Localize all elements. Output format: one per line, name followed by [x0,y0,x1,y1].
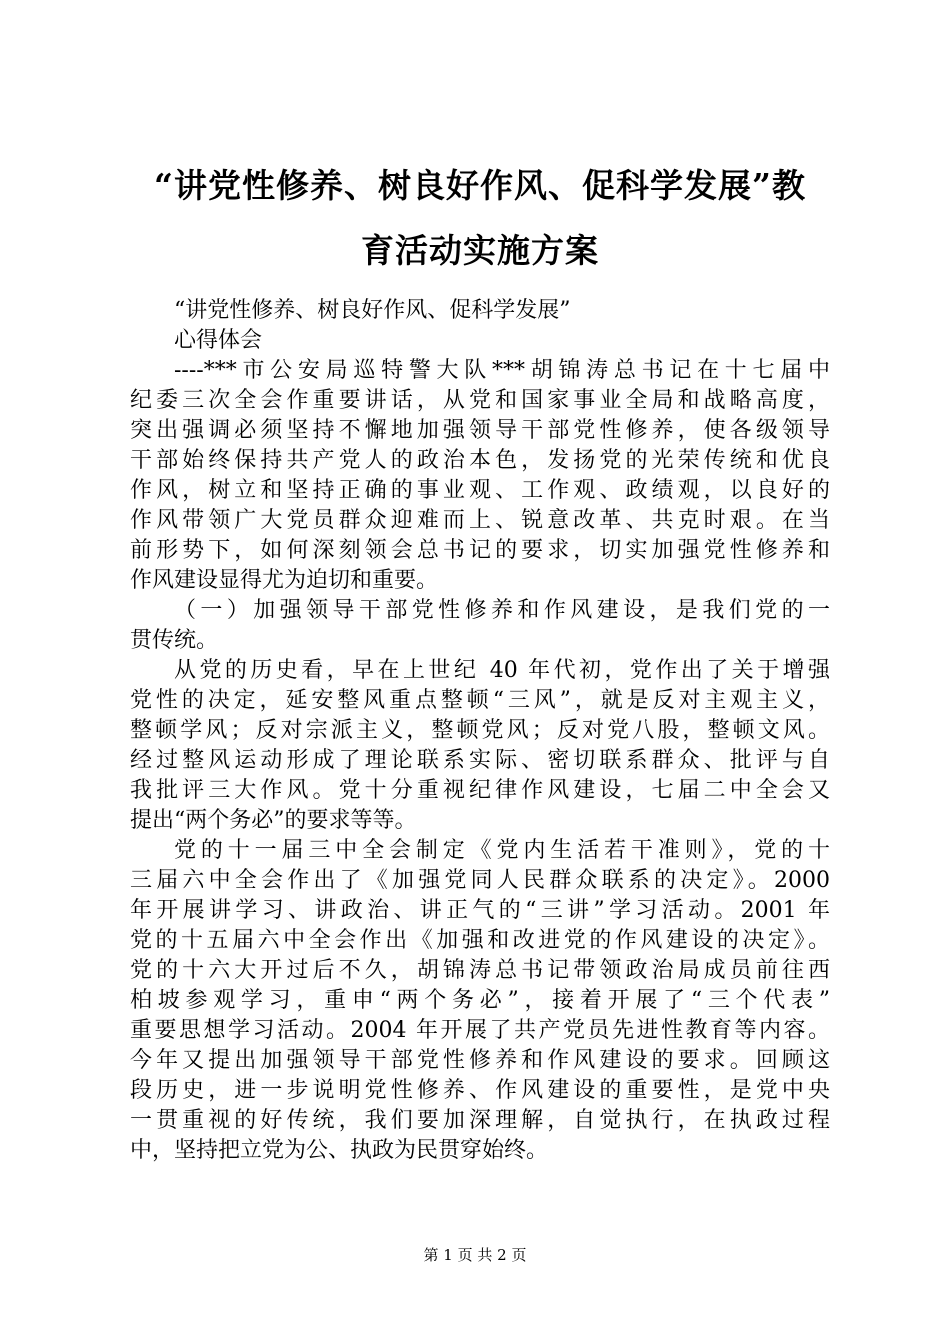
document-title-line-1: “讲党性修养、树良好作风、促科学发展”教 [154,166,806,205]
text-line: 我批评三大作风。党十分重视纪律作风建设，七届二中全会又 [130,778,830,803]
text-line: ----***市公安局巡特警大队***胡锦涛总书记在十七届中 [174,358,830,383]
paragraph-intro [130,356,830,596]
text-line: 作风建设显得尤为迫切和重要。 [130,568,439,593]
text-line: 作风，树立和坚持正确的事业观、工作观、政绩观，以良好的 [130,478,830,503]
document-body [130,296,830,1166]
text-line: 贯传统。 [130,628,219,653]
text-line: 今年又提出加强领导干部党性修养和作风建设的要求。回顾这 [130,1048,830,1073]
text-line: 段历史，进一步说明党性修养、作风建设的重要性，是党中央 [130,1078,830,1103]
text-line: 年开展讲学习、讲政治、讲正气的“三讲”学习活动。2001 年 [130,898,830,923]
text-line: 纪委三次全会作重要讲话，从党和国家事业全局和战略高度， [130,388,830,413]
text-line: 柏坡参观学习，重申“两个务必”，接着开展了“三个代表” [130,988,830,1013]
text-line: 提出“两个务必”的要求等等。 [130,808,417,833]
text-line: 党的十五届六中全会作出《加强和改进党的作风建设的决定》。 [130,928,830,953]
text-line: 三届六中全会作出了《加强党同人民群众联系的决定》。2000 [130,868,830,893]
text-line: 突出强调必须坚持不懈地加强领导干部党性修养，使各级领导 [130,418,830,443]
paragraph-history [130,656,830,836]
text-line: “讲党性修养、树良好作风、促科学发展” [174,298,571,323]
text-line: 党的十一届三中全会制定《党内生活若干准则》，党的十 [174,838,830,863]
paragraph-milestones [130,836,830,1166]
page-footer: 第 1 页 共 2 页 [423,1246,527,1264]
text-line: 作风带领广大党员群众迎难而上、锐意改革、共克时艰。在当 [130,508,830,533]
text-line: 经过整风运动形成了理论联系实际、密切联系群众、批评与自 [130,748,830,773]
text-line: 前形势下，如何深刻领会总书记的要求，切实加强党性修养和 [130,538,830,563]
paragraph-section-1-heading [130,596,830,656]
text-line: 党性的决定，延安整风重点整顿“三风”，就是反对主观主义， [130,688,830,713]
paragraph-subtitle [130,296,830,326]
text-line: 一贯重视的好传统，我们要加深理解，自觉执行，在执政过程 [130,1108,830,1133]
paragraph-heading [130,326,830,356]
text-line: （一）加强领导干部党性修养和作风建设，是我们党的一 [174,598,830,623]
text-line: 干部始终保持共产党人的政治本色，发扬党的光荣传统和优良 [130,448,830,473]
text-line: 从党的历史看，早在上世纪 40 年代初，党作出了关于增强 [174,658,830,683]
text-line: 整顿学风；反对宗派主义，整顿党风；反对党八股，整顿文风。 [130,718,830,743]
text-line: 中，坚持把立党为公、执政为民贯穿始终。 [130,1138,549,1163]
document-title-line-2: 育活动实施方案 [361,231,599,270]
text-line: 党的十六大开过后不久，胡锦涛总书记带领政治局成员前往西 [130,958,830,983]
text-line: 心得体会 [174,328,263,353]
text-line: 重要思想学习活动。2004 年开展了共产党员先进性教育等内容。 [130,1018,830,1043]
